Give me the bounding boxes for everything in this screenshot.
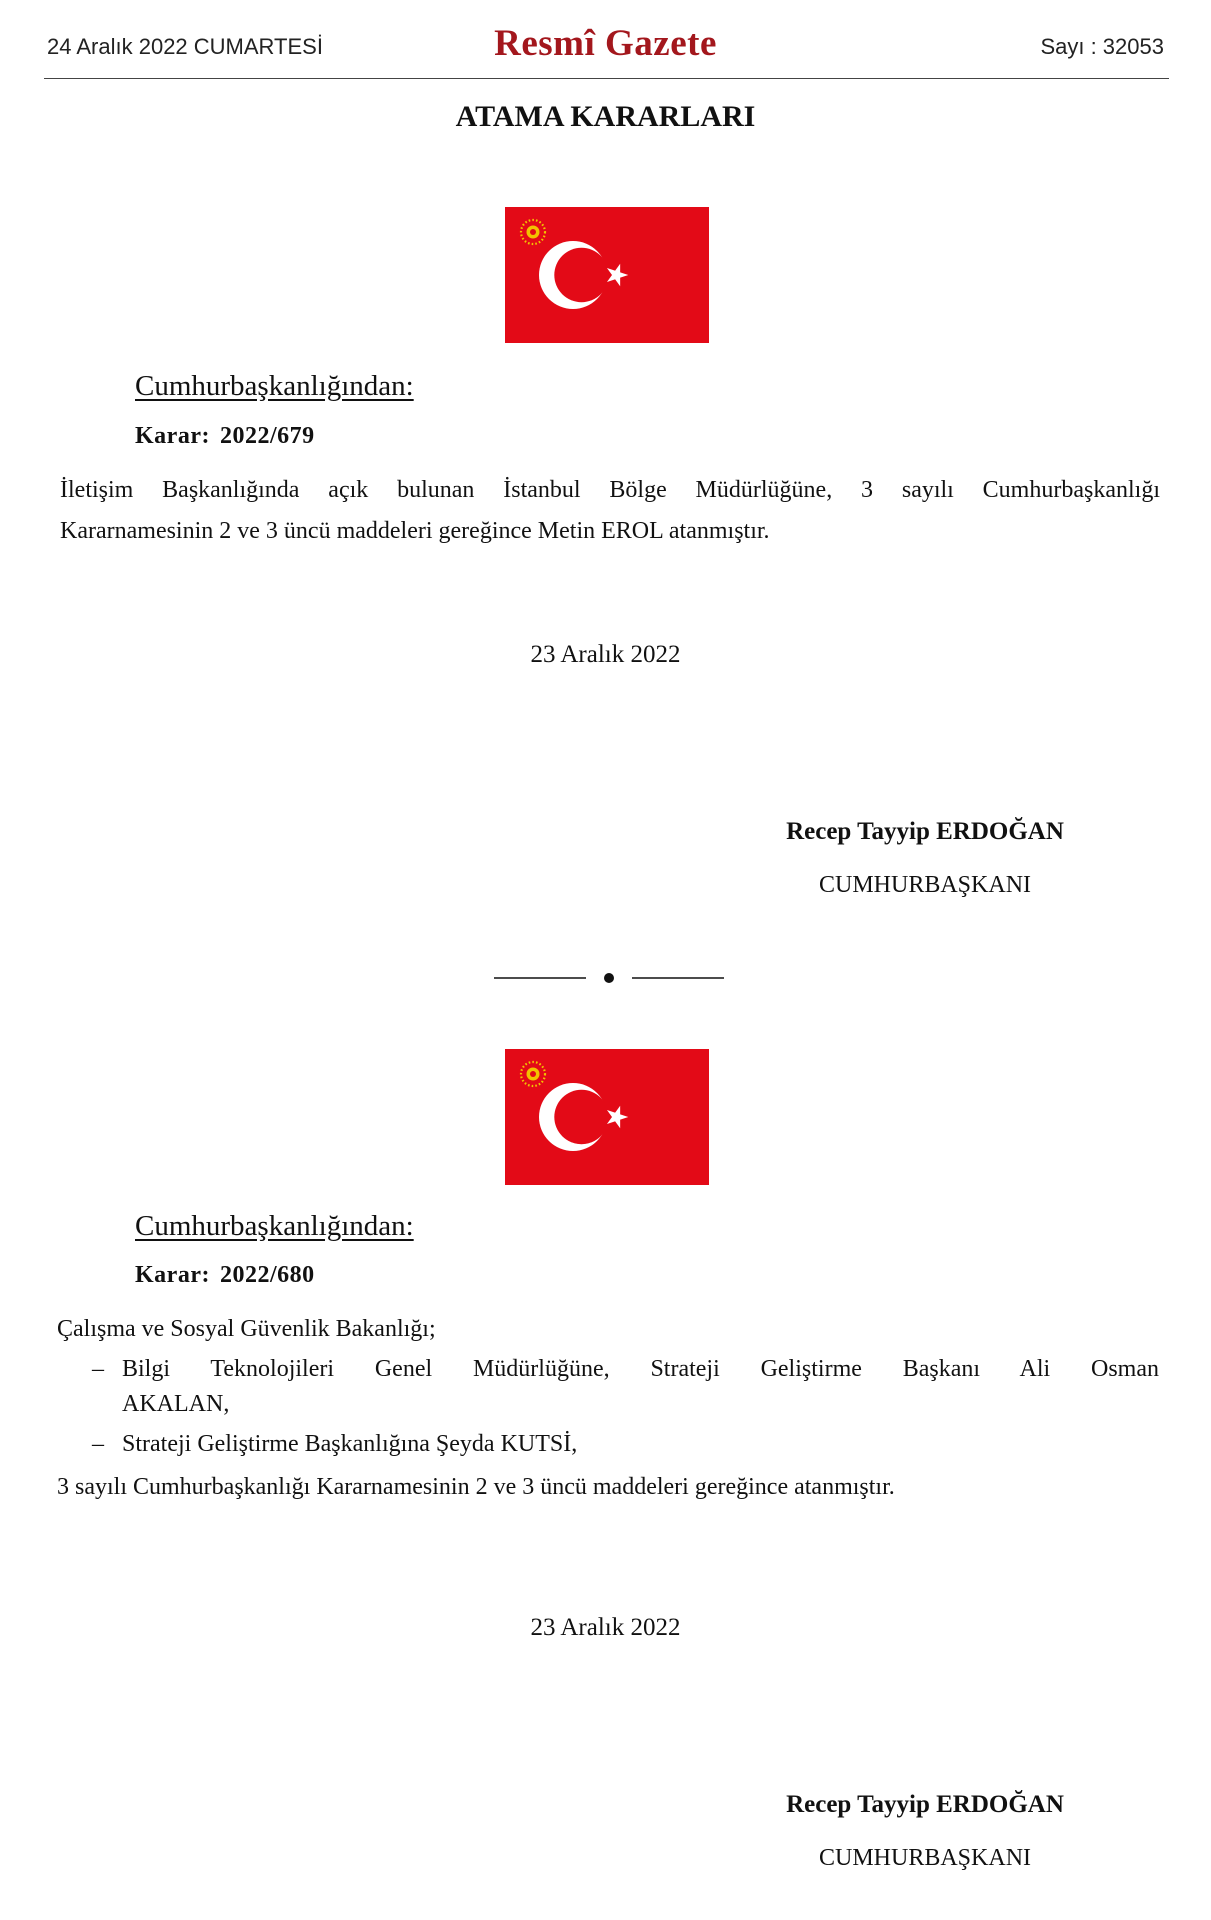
decision-body-line: İletişim Başkanlığında açık bulunan İstanbul Bölge Müdürlüğüne, 3 sayılı Cumhurbaşkanlığı	[60, 477, 1160, 503]
decree-label: Karar:	[135, 423, 210, 449]
decision-body-line: Kararnamesinin 2 ve 3 üncü maddeleri gereğince Metin EROL atanmıştır.	[60, 518, 770, 544]
separator-dot-icon	[604, 973, 614, 983]
decree-line	[135, 423, 315, 450]
issue-number: Sayı : 32053	[1040, 34, 1164, 59]
list-dash: –	[92, 1356, 104, 1382]
signer-title: CUMHURBAŞKANI	[818, 872, 1032, 898]
decision-closing: 3 sayılı Cumhurbaşkanlığı Kararnamesinin 2 ve 3 üncü maddeleri gereğince atanmıştır.	[57, 1474, 895, 1500]
list-item-line: AKALAN,	[122, 1391, 230, 1417]
signer-title: CUMHURBAŞKANI	[818, 1845, 1032, 1871]
signer-name: Recep Tayyip ERDOĞAN	[786, 818, 1064, 845]
list-item-line: Bilgi Teknolojileri Genel Müdürlüğüne, Strateji Geliştirme Başkanı Ali Osman	[122, 1356, 1159, 1382]
signer-name: Recep Tayyip ERDOĞAN	[786, 1791, 1064, 1818]
decision-intro: Çalışma ve Sosyal Güvenlik Bakanlığı;	[57, 1316, 436, 1342]
issue-date: 24 Aralık 2022 CUMARTESİ	[47, 34, 323, 59]
decree-number: 2022/680	[219, 1262, 315, 1288]
list-dash: –	[92, 1431, 104, 1457]
header-divider	[44, 78, 1169, 79]
issuer-label: Cumhurbaşkanlığından:	[135, 1210, 414, 1242]
decision-separator	[494, 968, 724, 988]
decree-number: 2022/679	[219, 423, 315, 449]
decree-line	[135, 1262, 315, 1289]
turkish-flag-icon	[505, 207, 709, 343]
section-title: ATAMA KARARLARI	[455, 100, 756, 133]
decision-date: 23 Aralık 2022	[530, 641, 681, 668]
issuer-label: Cumhurbaşkanlığından:	[135, 370, 414, 402]
turkish-flag-icon	[505, 1049, 709, 1185]
decision-date: 23 Aralık 2022	[530, 1614, 681, 1641]
gazette-title: Resmî Gazete	[494, 23, 717, 64]
decree-label: Karar:	[135, 1262, 210, 1288]
list-item-line: Strateji Geliştirme Başkanlığına Şeyda KUTSİ,	[122, 1431, 578, 1457]
